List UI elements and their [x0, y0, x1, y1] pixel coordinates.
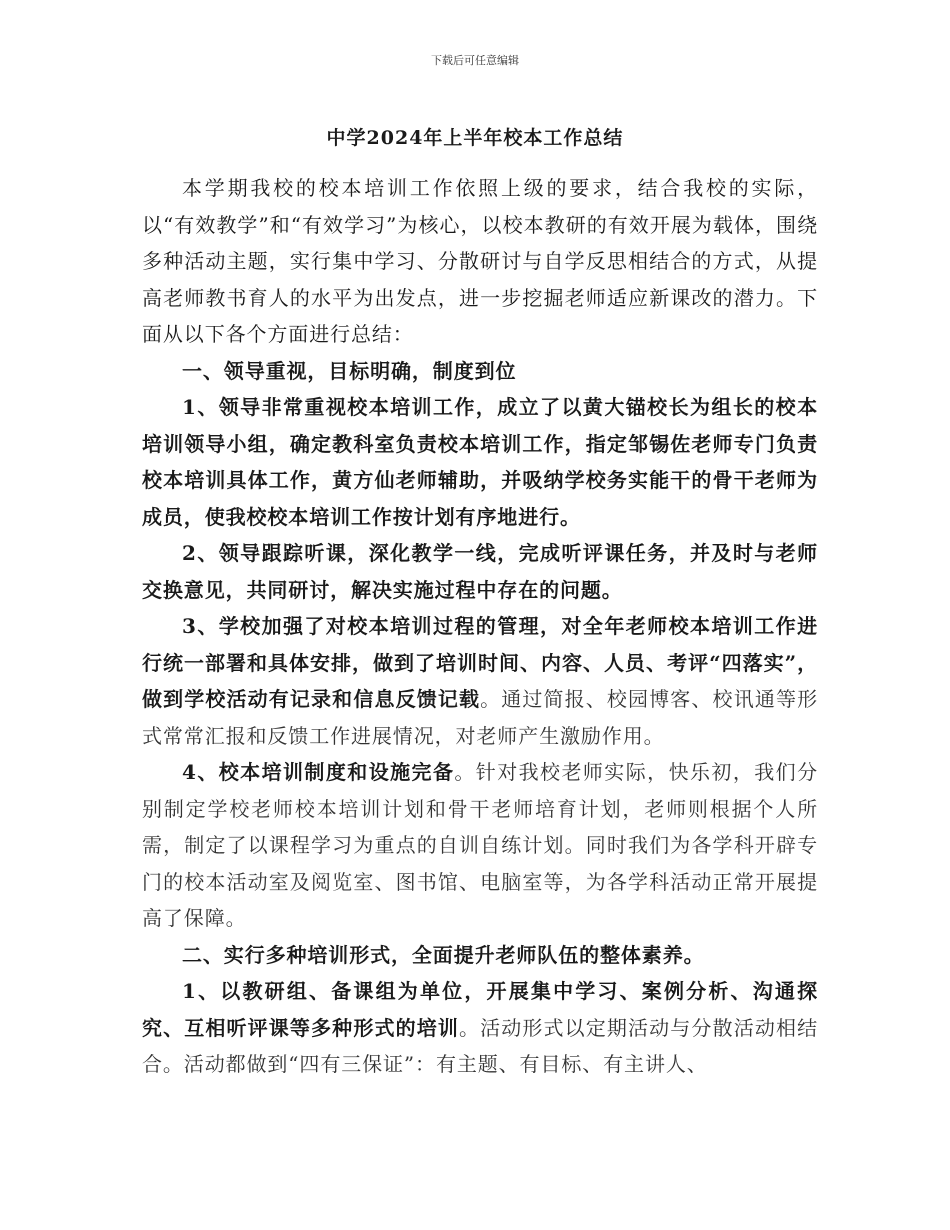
section-1-item-3 — [142, 608, 818, 754]
section-2-item-1 — [142, 973, 818, 1083]
document-body — [142, 170, 818, 1083]
section-1-item-4-bold-text: 4、校本培训制度和设施完备 — [182, 760, 455, 784]
section-1-item-3-bold-text: 3、学校加强了对校本培训过程的管理，对全年老师校本培训工作进行统一部署和具体安排，做到了培训时间、内容、人员、考评“四落实”，做到学校活动有记录和信息反馈记载 — [142, 614, 818, 711]
section-2-item-1-plain-text: 。活动形式以定期活动与分散活动相结合。活动都做到“四有三保证”：有主题、有目标、有主讲人、 — [142, 1015, 818, 1076]
page-header-note: 下载后可任意编辑 — [431, 54, 519, 67]
section-2-item-1-bold-text: 1、以教研组、备课组为单位，开展集中学习、案例分析、沟通探究、互相听评课等多种形式的培训 — [142, 979, 818, 1040]
section-1-item-3-plain-text: 。通过简报、校园博客、校讯通等形式常常汇报和反馈工作进展情况，对老师产生激励作用。 — [142, 687, 818, 748]
section-1-item-4 — [142, 754, 818, 937]
section-1-item-2 — [142, 535, 818, 608]
section-1-item-4-plain-text: 。针对我校老师实际，快乐初，我们分别制定学校老师校本培训计划和骨干老师培育计划，老师则根据个人所需，制定了以课程学习为重点的自训自练计划。同时我们为各学科开辟专门的校本活动室及阅览室、图书馆、电脑室等，为各学科活动正常开展提高了保障。 — [142, 760, 818, 930]
intro-paragraph: 本学期我校的校本培训工作依照上级的要求，结合我校的实际，以“有效教学”和“有效学习”为核心，以校本教研的有效开展为载体，围绕多种活动主题，实行集中学习、分散研讨与自学反思相结合的方式，从提高老师教书育人的水平为出发点，进一步挖掘老师适应新课改的潜力。下面从以下各个方面进行总结： — [142, 176, 818, 346]
section-1-item-2-text: 2、领导跟踪听课，深化教学一线，完成听评课任务，并及时与老师交换意见，共同研讨，解决实施过程中存在的问题。 — [142, 541, 818, 602]
section-1-heading: 一、领导重视，目标明确，制度到位 — [182, 358, 517, 383]
section-2-heading: 二、实行多种培训形式，全面提升老师队伍的整体素养。 — [182, 942, 705, 967]
section-1-item-1-text: 1、领导非常重视校本培训工作，成立了以黄大锚校长为组长的校本培训领导小组，确定教科室负责校本培训工作，指定邹锡佐老师专门负责校本培训具体工作，黄方仙老师辅助，并吸纳学校务实能干的骨干老师为成员，使我校校本培训工作按计划有序地进行。 — [142, 395, 818, 529]
document-title: 中学2024年上半年校本工作总结 — [326, 127, 624, 149]
section-1-item-1 — [142, 389, 818, 535]
